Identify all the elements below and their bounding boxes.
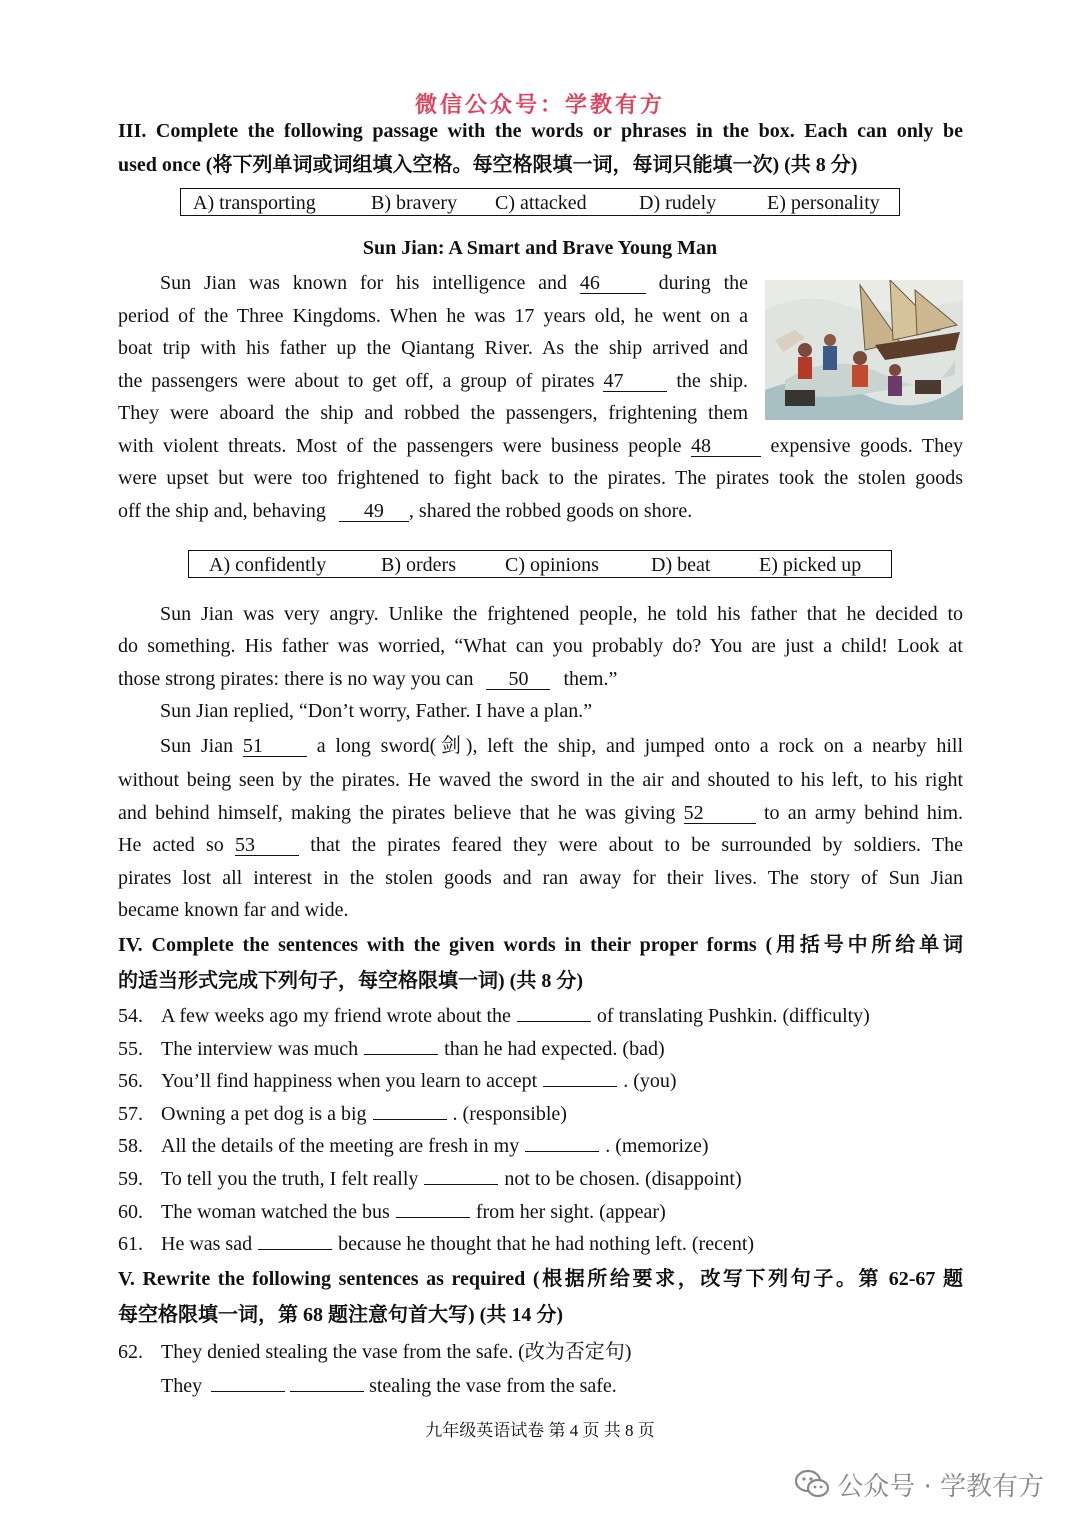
- sentence-part: The interview was much: [161, 1038, 359, 1060]
- question-sentence: [161, 1002, 870, 1030]
- section3-heading-line1: III. Complete the following passage with the words or phrases in the box. Each can only be: [118, 120, 963, 142]
- p1-text: Sun Jian was known for his intelligence and: [160, 272, 568, 294]
- answer-suffix: stealing the vase from the safe.: [369, 1375, 617, 1397]
- word-option: B) bravery: [371, 192, 458, 214]
- blank-46[interactable]: 46: [580, 273, 646, 294]
- p2-line8: [118, 831, 963, 859]
- answer-blank[interactable]: [396, 1199, 470, 1218]
- sentence-part: You’ll find happiness when you learn to accept: [161, 1070, 538, 1092]
- answer-prefix: They: [161, 1375, 203, 1397]
- answer-blank[interactable]: [290, 1373, 364, 1392]
- blank-47[interactable]: 47: [603, 371, 667, 392]
- sentence-part: because he thought that he had nothing left. (recent): [338, 1233, 755, 1255]
- p1-line1: [160, 269, 748, 297]
- section5-heading-line2: 每空格限填一词，第 68 题注意句首大写) (共 14 分): [118, 1304, 563, 1326]
- question-sentence: [161, 1230, 754, 1258]
- p1-line3: boat trip with his father up the Qiantang River. As the ship arrived and: [118, 337, 748, 359]
- section5-heading-line1: V. Rewrite the following sentences as required (根据所给要求，改写下列句子。第 62-67 题: [118, 1268, 963, 1290]
- p1-line7: were upset but were too frightened to fight back to the pirates. The pirates took the stolen goods: [118, 467, 963, 489]
- page-footer: 九年级英语试卷 第 4 页 共 8 页: [425, 1421, 655, 1440]
- p2-line3: [118, 665, 963, 693]
- p2-text: those strong pirates: there is no way you can: [118, 668, 474, 690]
- question-number: 56.: [118, 1070, 143, 1092]
- blank-50[interactable]: 50: [486, 669, 550, 690]
- section3-heading-line2: used once (将下列单词或词组填入空格。每空格限填一词，每词只能填一次) (共 8 分): [118, 154, 858, 176]
- p2-line2: do something. His father was worried, “What can you probably do? You are just a child! Look at: [118, 635, 963, 657]
- passage-title: Sun Jian: A Smart and Brave Young Man: [362, 237, 718, 259]
- watermark-top: 微信公众号：学教有方: [414, 92, 665, 117]
- question-number: 59.: [118, 1168, 143, 1190]
- p1-line2: period of the Three Kingdoms. When he was 17 years old, he went on a: [118, 305, 748, 327]
- p2-line10: became known far and wide.: [118, 899, 349, 921]
- p1-text: the passengers were about to get off, a group of pirates: [118, 370, 595, 392]
- p2-text: Sun Jian: [160, 735, 234, 757]
- question-sentence: [161, 1132, 709, 1160]
- word-box-2: [188, 550, 892, 578]
- p1-text: with violent threats. Most of the passengers were business people: [118, 435, 682, 457]
- word-option: A) transporting: [193, 192, 316, 214]
- p1-text: during the: [658, 272, 749, 294]
- p1-line8: [118, 497, 963, 525]
- p1-text: off the ship and, behaving: [118, 500, 326, 522]
- word-option: E) picked up: [759, 554, 862, 576]
- sentence-part: A few weeks ago my friend wrote about the: [161, 1005, 511, 1027]
- question-number: 58.: [118, 1135, 143, 1157]
- blank-49[interactable]: 49: [339, 501, 409, 522]
- p2-text: them.”: [563, 668, 618, 690]
- p2-line1: Sun Jian was very angry. Unlike the frightened people, he told his father that he decided to: [160, 603, 963, 625]
- p1-line5: They were aboard the ship and robbed the passengers, frightening them: [118, 402, 748, 424]
- question-number: 60.: [118, 1201, 143, 1223]
- pirate-ship-illustration: [765, 280, 963, 420]
- p2-text: and behind himself, making the pirates believe that he was giving: [118, 802, 676, 824]
- question-answer-line: [161, 1372, 617, 1400]
- question-sentence: [161, 1100, 567, 1128]
- answer-blank[interactable]: [424, 1166, 498, 1185]
- question-number: 61.: [118, 1233, 143, 1255]
- sentence-part: The woman watched the bus: [161, 1201, 390, 1223]
- p1-text: the ship.: [676, 370, 749, 392]
- wechat-icon: [795, 1469, 829, 1506]
- p2-line9: pirates lost all interest in the stolen goods and ran away for their lives. The story of Sun Jian: [118, 867, 963, 889]
- word-option: C) opinions: [505, 554, 599, 576]
- word-option: D) rudely: [639, 192, 717, 214]
- p2-line7: [118, 799, 963, 827]
- sentence-part: All the details of the meeting are fresh in my: [161, 1135, 520, 1157]
- section4-heading-line1: IV. Complete the sentences with the given words in their proper forms (用括号中所给单词: [118, 934, 963, 956]
- p2-text: that the pirates feared they were about to be surrounded by soldiers. The: [310, 834, 963, 856]
- watermark-bottom-text: 公众号 · 学教有方: [837, 1472, 1044, 1502]
- question-number: 57.: [118, 1103, 143, 1125]
- answer-blank[interactable]: [373, 1101, 447, 1120]
- sentence-part: than he had expected. (bad): [444, 1038, 665, 1060]
- answer-blank[interactable]: [211, 1373, 285, 1392]
- p2-text: He acted so: [118, 834, 224, 856]
- sentence-part: He was sad: [161, 1233, 253, 1255]
- word-option: E) personality: [767, 192, 880, 214]
- blank-53[interactable]: 53: [235, 835, 299, 856]
- sentence-part: . (memorize): [605, 1135, 709, 1157]
- question-sentence: [161, 1165, 742, 1193]
- question-sentence: [161, 1035, 665, 1063]
- answer-blank[interactable]: [517, 1003, 591, 1022]
- sentence-part: . (you): [623, 1070, 677, 1092]
- p2-line5: [160, 732, 963, 760]
- sentence-part: not to be chosen. (disappoint): [504, 1168, 742, 1190]
- watermark-bottom: [795, 1466, 1044, 1506]
- answer-blank[interactable]: [364, 1036, 438, 1055]
- blank-51[interactable]: 51: [243, 736, 307, 757]
- word-option: D) beat: [651, 554, 711, 576]
- blank-52[interactable]: 52: [684, 803, 756, 824]
- question-number: 62.: [118, 1341, 143, 1363]
- sentence-part: To tell you the truth, I felt really: [161, 1168, 419, 1190]
- blank-48[interactable]: 48: [691, 436, 761, 457]
- answer-blank[interactable]: [543, 1068, 617, 1087]
- question-text: They denied stealing the vase from the safe. (改为否定句): [161, 1341, 632, 1363]
- answer-blank[interactable]: [258, 1231, 332, 1250]
- word-box-1: [180, 188, 900, 216]
- sentence-part: from her sight. (appear): [475, 1201, 666, 1223]
- word-option: A) confidently: [209, 554, 327, 576]
- sentence-part: of translating Pushkin. (difficulty): [596, 1005, 870, 1027]
- section4-heading-line2: 的适当形式完成下列句子，每空格限填一词) (共 8 分): [118, 970, 583, 992]
- answer-blank[interactable]: [525, 1133, 599, 1152]
- question-sentence: [161, 1067, 677, 1095]
- p2-text: to an army behind him.: [763, 802, 964, 824]
- p2-line4: Sun Jian replied, “Don’t worry, Father. I have a plan.”: [160, 700, 593, 722]
- p1-text: , shared the robbed goods on shore.: [408, 500, 693, 522]
- p1-text: expensive goods. They: [770, 435, 963, 457]
- word-option: B) orders: [381, 554, 456, 576]
- question-number: 54.: [118, 1005, 143, 1027]
- p1-line6: [118, 432, 963, 460]
- question-number: 55.: [118, 1038, 143, 1060]
- sentence-part: Owning a pet dog is a big: [161, 1103, 367, 1125]
- p2-line6: without being seen by the pirates. He waved the sword in the air and shouted to his left, to his right: [118, 769, 963, 791]
- p1-line4: [118, 367, 748, 395]
- word-option: C) attacked: [495, 192, 587, 214]
- sentence-part: . (responsible): [452, 1103, 567, 1125]
- p2-text: a long sword(剑), left the ship, and jumped onto a rock on a nearby hill: [316, 735, 963, 757]
- question-sentence: [161, 1198, 666, 1226]
